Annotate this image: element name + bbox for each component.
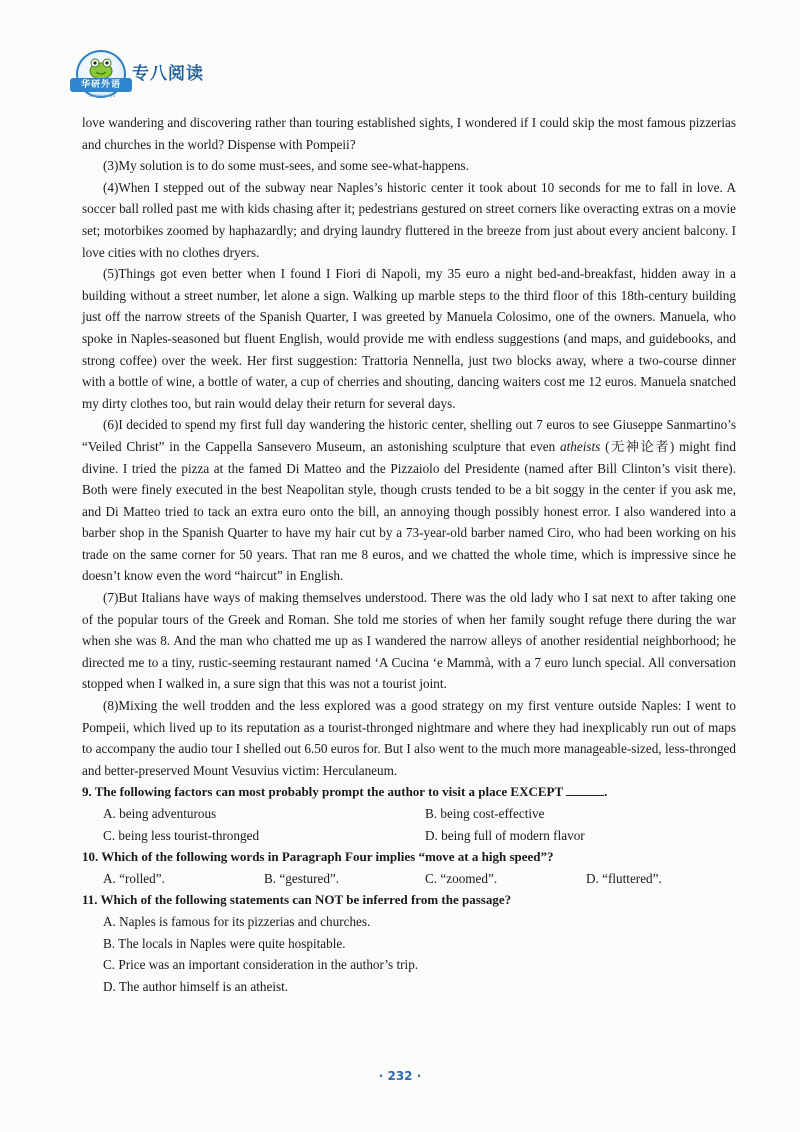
options-row	[82, 825, 736, 847]
option-b[interactable]: B. being cost-effective	[425, 806, 545, 821]
question-9-stem-text: 9. The following factors can most probably prompt the author to visit a place EXCEPT	[82, 784, 563, 800]
question-11	[82, 889, 736, 997]
paragraph-4: (4)When I stepped out of the subway near Naples’s historic center it took about 10 seconds for me to fall in love. A soccer ball rolled past me with kids chasing after it; pedestrians gestured on street corners like overacting extras on a movie set; motorbikes zoomed by haphazardly; and drying laundry fluttered in the breeze from just about every ancient balcony. I love cities with no clothes dryers.	[82, 179, 736, 260]
logo-text: 华研外语	[70, 78, 132, 92]
paragraph-continued: love wandering and discovering rather than touring established sights, I wondered if I could skip the most famous pizzerias and churches in the world? Dispense with Pompeii?	[82, 115, 736, 152]
option-d[interactable]: D. being full of modern flavor	[425, 827, 585, 843]
option-d[interactable]: D. “fluttered”.	[586, 870, 662, 886]
option-a[interactable]: A. “rolled”.	[103, 870, 165, 886]
question-stem: 10. Which of the following words in Paragraph Four implies “move at a high speed”?	[82, 849, 554, 865]
option-a[interactable]: A. Naples is famous for its pizzerias and churches.	[103, 913, 371, 929]
option-b[interactable]: B. The locals in Naples were quite hospitable.	[103, 935, 346, 951]
question-stem	[82, 781, 736, 803]
option-c[interactable]: C. being less tourist-thronged	[103, 827, 260, 843]
question-9	[82, 781, 736, 846]
paragraph-3: (3)My solution is to do some must-sees, and some see-what-happens.	[103, 158, 469, 174]
paragraph-5: (5)Things got even better when I found I Fiori di Napoli, my 35 euro a night bed-and-breakfast, hidden away in a building without a street number, let alone a sign. Walking up marble steps to the third floor of this 18th-century building just off the narrow streets of the Spanish Quarter, I was greeted by Manuela Colosimo, one of the owners. Manuela, who spoke in Naples-seasoned but fluent English, would provide me with endless suggestions (and maps, and guidebooks, and strong coffee) over the week. Her first suggestion: Trattoria Nennella, just two blocks away, where a two-course dinner with a bottle of wine, a bottle of water, a cup of cherries and shouting, dancing waiters cost me 12 euros. Manuela snatched my dirty clothes too, but rain would delay their return for several days.	[82, 266, 736, 411]
question-stem: 11. Which of the following statements can NOT be inferred from the passage?	[82, 892, 512, 908]
page-number: · 232 ·	[378, 1069, 422, 1083]
word-gloss: (无神论者)	[605, 438, 675, 454]
logo-subtext: huayanwaiyu	[88, 93, 116, 98]
frog-mascot-icon	[86, 56, 116, 80]
series-title: 专八阅读	[132, 64, 204, 84]
paragraph-6	[82, 414, 736, 587]
paragraph-6-text-before: (6)I decided to spend my first full day wandering the historic center, shelling out 7 euros to see Giuseppe Sanmartino’s “Veiled Christ” in the Cappella Sansevero Museum, an astonishing sculpture that even	[82, 417, 736, 454]
options-row	[82, 803, 736, 825]
paragraph-7: (7)But Italians have ways of making themselves understood. There was the old lady who I sat next to after taking one of the popular tours of the Greek and Roman. She told me stories of when her family sought refuge there during the war when she was 8. And the man who chatted me up as I wandered the narrow alleys of another residential neighborhood; he directed me to a tiny, rustic-seeming restaurant named ‘A Cucina ‘e Mammà, with a 7 euro lunch special. All conversation stopped when I walked in, a sure sign that this was not a tourist joint.	[82, 590, 736, 692]
paragraph-8: (8)Mixing the well trodden and the less explored was a good strategy on my first venture outside Naples: I went to Pompeii, which lived up to its reputation as a tourist-thronged nightmare and where they had inexplicably run out of maps to accompany the audio tour I shelled out 6.50 euros for. But I also went to the much more manageable-sized, less-thronged and better-preserved Mount Vesuvius victim: Herculaneum.	[82, 698, 736, 778]
option-c[interactable]: C. Price was an important consideration in the author’s trip.	[103, 957, 419, 973]
option-d[interactable]: D. The author himself is an atheist.	[103, 978, 289, 994]
glossed-word: atheists	[560, 438, 601, 454]
answer-blank	[566, 783, 604, 796]
paragraph-6-text-after: might find divine. I tried the pizza at the famed Di Matteo and the Pizzaiolo del Presidente (named after Bill Clinton’s visit there). Both were finely executed in the best Neapolitan style, though crusts tended to be a bit soggy in the center if you ask me, and Di Matteo tried to tack an extra euro onto the bill, an annoying though possibly honest error. I also wandered into a barber shop in the Spanish Quarter to have my hair cut by a 73-year-old barber named Ciro, who had been working on his trade on the same corner for 50 years. That ran me 8 euros, and we chatted the whole time, which is impressive since he doesn’t know even the word “haircut” in English.	[82, 438, 736, 584]
reading-passage	[82, 112, 736, 997]
page-header	[70, 50, 370, 100]
question-10	[82, 846, 736, 889]
option-c[interactable]: C. “zoomed”.	[425, 870, 498, 886]
options-row	[82, 868, 736, 890]
question-9-end: .	[604, 784, 608, 800]
option-a[interactable]: A. being adventurous	[103, 806, 217, 821]
option-b[interactable]: B. “gestured”.	[264, 870, 340, 886]
